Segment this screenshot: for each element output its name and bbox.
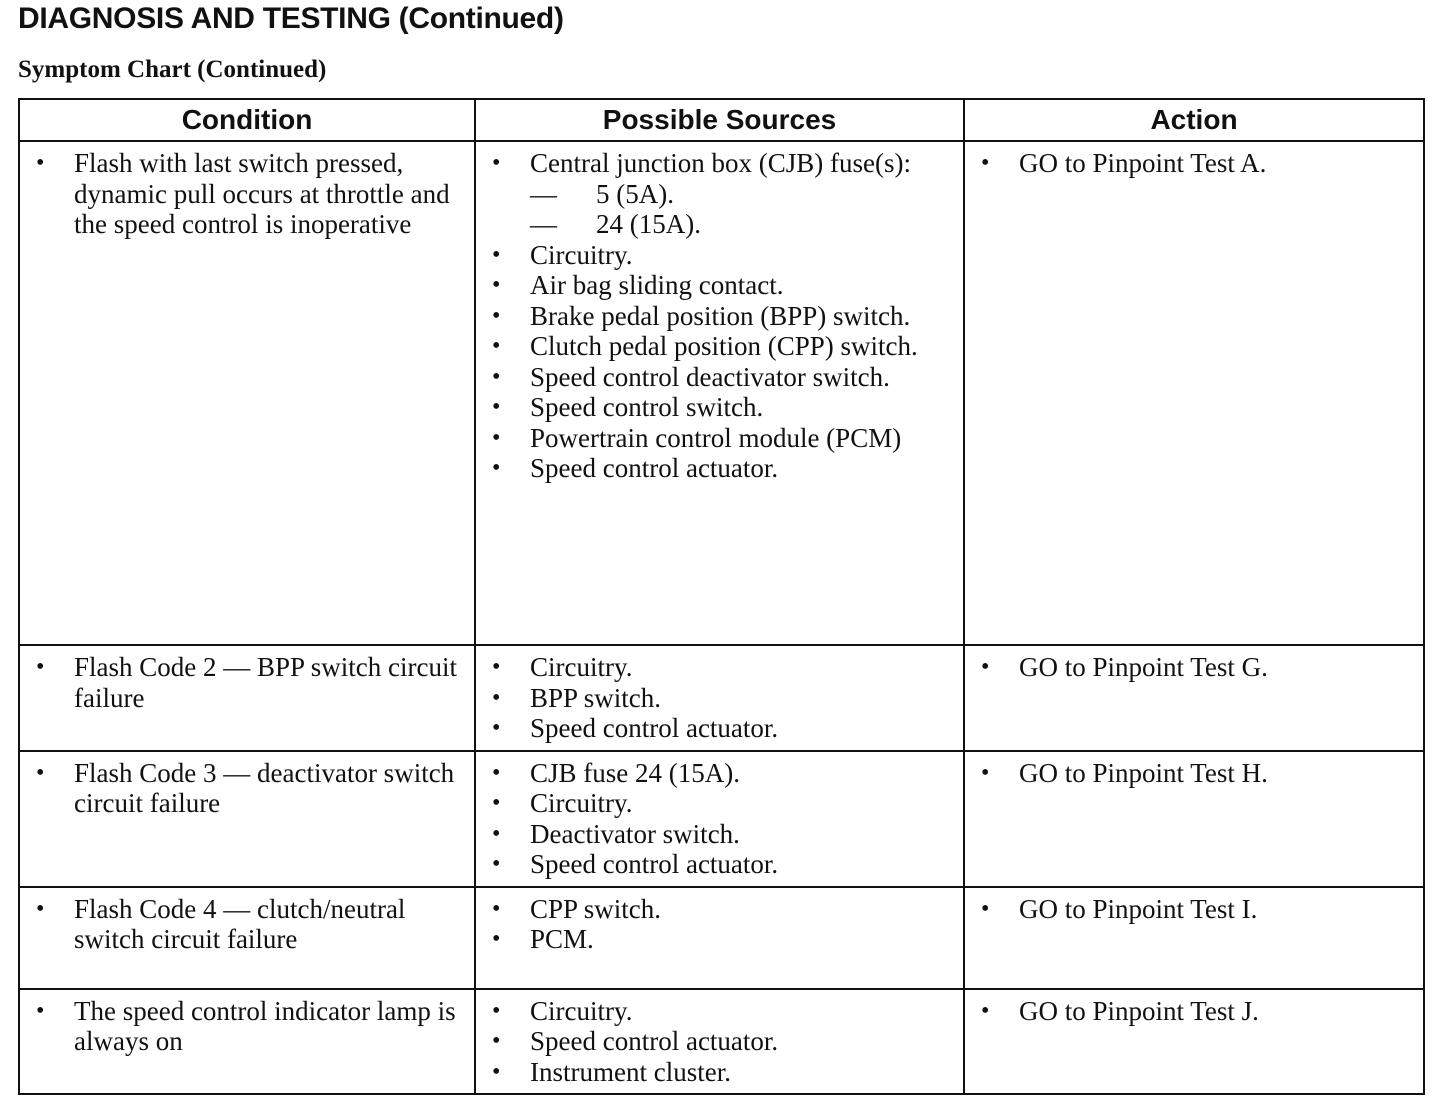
action-text: • GO to Pinpoint Test J. <box>973 996 1415 1027</box>
source-item: • BPP switch. <box>484 683 955 714</box>
source-item: • Air bag sliding contact. <box>484 270 955 301</box>
source-item: • Brake pedal position (BPP) switch. <box>484 301 955 332</box>
source-item: • Circuitry. <box>484 240 955 271</box>
source-item: • Speed control actuator. <box>484 1026 955 1057</box>
action-cell <box>964 141 1424 645</box>
fuse-list <box>530 179 955 240</box>
condition-cell <box>19 887 475 989</box>
sources-cell <box>475 141 964 645</box>
action-cell <box>964 751 1424 887</box>
source-item: • Speed control actuator. <box>484 453 955 484</box>
condition-text: • Flash Code 3 — deactivator switch circuit failure <box>28 758 466 819</box>
source-item: • Clutch pedal position (CPP) switch. <box>484 331 955 362</box>
action-cell <box>964 887 1424 989</box>
table-row <box>19 989 1424 1095</box>
source-item: • Circuitry. <box>484 996 955 1027</box>
source-item: • CJB fuse 24 (15A). <box>484 758 955 789</box>
action-cell <box>964 989 1424 1095</box>
condition-text: • The speed control indicator lamp is always on <box>28 996 466 1057</box>
condition-text: • Flash Code 4 — clutch/neutral switch circuit failure <box>28 894 466 955</box>
source-item: • Speed control actuator. <box>484 713 955 744</box>
source-item: • Circuitry. <box>484 652 955 683</box>
section-subtitle: Symptom Chart (Continued) <box>18 56 327 83</box>
source-item: • Deactivator switch. <box>484 819 955 850</box>
source-item: • Circuitry. <box>484 788 955 819</box>
condition-text: • Flash with last switch pressed, dynamic pull occurs at throttle and the speed control is inoperative <box>28 148 466 240</box>
column-header-action: Action <box>964 99 1424 141</box>
page-title: DIAGNOSIS AND TESTING (Continued) <box>18 2 564 35</box>
sources-cell <box>475 989 964 1095</box>
condition-cell <box>19 141 475 645</box>
symptom-chart-table <box>18 98 1425 1095</box>
source-item: • Powertrain control module (PCM) <box>484 423 955 454</box>
sources-cell <box>475 887 964 989</box>
source-item: • CPP switch. <box>484 894 955 925</box>
action-text: • GO to Pinpoint Test H. <box>973 758 1415 789</box>
fuse-item: — 5 (5A). <box>530 179 955 210</box>
source-item: • Central junction box (CJB) fuse(s): — 5 (5A). — 24 (15A). <box>484 148 955 240</box>
source-item: • Speed control switch. <box>484 392 955 423</box>
source-item: • Speed control deactivator switch. <box>484 362 955 393</box>
condition-cell <box>19 645 475 751</box>
column-header-possible-sources: Possible Sources <box>475 99 964 141</box>
column-header-condition: Condition <box>19 99 475 141</box>
sources-cell <box>475 751 964 887</box>
table-row <box>19 645 1424 751</box>
condition-cell <box>19 751 475 887</box>
table-header-row <box>19 99 1424 141</box>
source-item: • Speed control actuator. <box>484 849 955 880</box>
table-row <box>19 141 1424 645</box>
action-text: • GO to Pinpoint Test I. <box>973 894 1415 925</box>
action-cell <box>964 645 1424 751</box>
source-item: • Instrument cluster. <box>484 1057 955 1088</box>
action-text: • GO to Pinpoint Test G. <box>973 652 1415 683</box>
table-row <box>19 887 1424 989</box>
table-row <box>19 751 1424 887</box>
source-item: • PCM. <box>484 924 955 955</box>
condition-cell <box>19 989 475 1095</box>
fuse-item: — 24 (15A). <box>530 209 955 240</box>
condition-text: • Flash Code 2 — BPP switch circuit failure <box>28 652 466 713</box>
action-text: • GO to Pinpoint Test A. <box>973 148 1415 179</box>
sources-cell <box>475 645 964 751</box>
